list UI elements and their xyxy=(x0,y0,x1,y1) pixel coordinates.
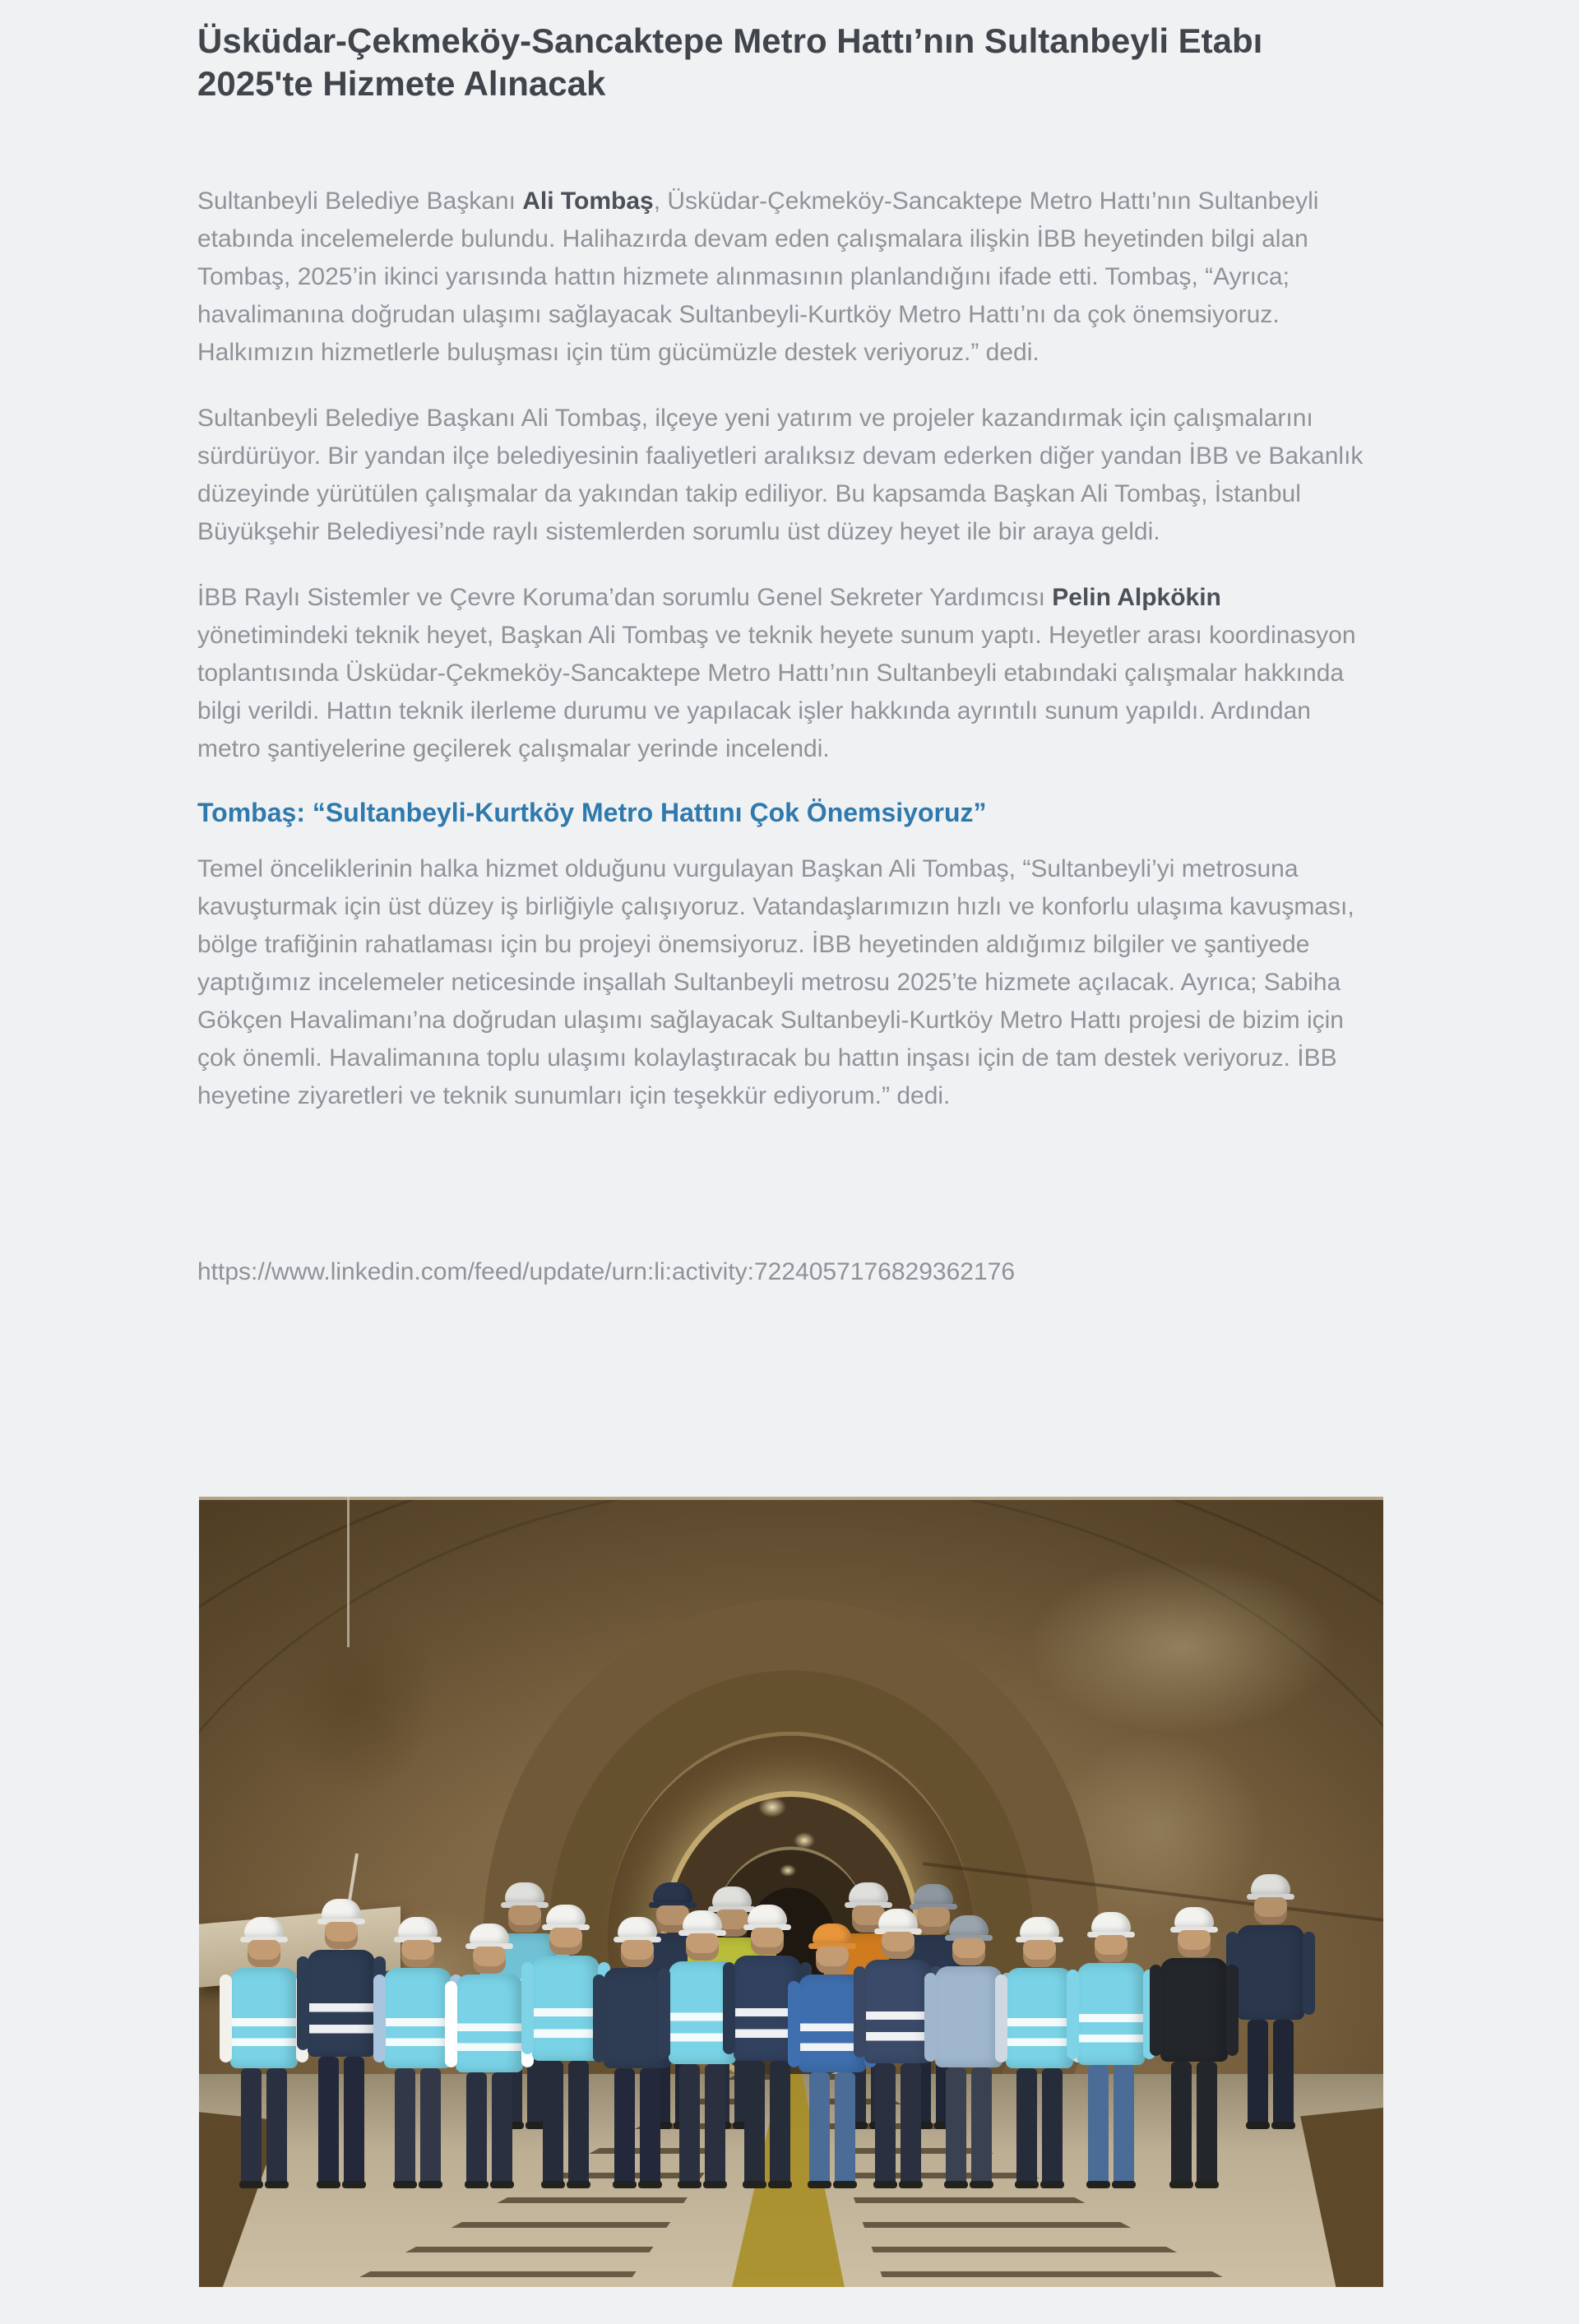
hard-hat xyxy=(813,1924,852,1946)
legs xyxy=(743,2061,792,2188)
legs xyxy=(808,2072,857,2188)
person-figure xyxy=(303,1899,379,2188)
hard-hat xyxy=(683,1910,722,1933)
paragraph-2: Sultanbeyli Belediye Başkanı Ali Tombaş, ilçeye yeni yatırım ve projeler kazandırmak için çalışmalarını sürdürüyor. Bir yandan ilçe belediyesinin faaliyetleri aralıksız devam ederken diğer yandan İBB ve Bakanlık düzeyinde yürütülen çalışmalar da yakından takip ediliyor. Bu kapsamda Başkan Ali Tombaş, İstanbul Büyükşehir Belediyesi’nde raylı sistemlerden sorumlu üst düzey heyet ile bir araya geldi. xyxy=(197,405,1364,545)
hard-hat xyxy=(244,1917,284,1939)
hard-hat xyxy=(470,1924,509,1946)
hard-hat xyxy=(748,1905,787,1927)
person-figure xyxy=(226,1917,302,2188)
legs xyxy=(239,2068,289,2188)
face xyxy=(248,1940,280,1967)
safety-vest xyxy=(308,1950,375,2057)
hard-hat xyxy=(878,1909,918,1931)
face xyxy=(325,1922,358,1949)
hard-hat xyxy=(653,1882,692,1905)
source-link[interactable]: https://www.linkedin.com/feed/update/urn:li:activity:7224057176829362176 xyxy=(197,1258,1015,1285)
article-photo xyxy=(199,1497,1383,2287)
safety-vest xyxy=(532,1956,600,2061)
hard-hat xyxy=(914,1884,953,1906)
legs xyxy=(873,2063,923,2188)
legs xyxy=(1169,2062,1219,2187)
legs xyxy=(1246,2020,1295,2129)
hard-hat xyxy=(398,1917,438,1939)
safety-vest xyxy=(1160,1958,1228,2062)
person-figure xyxy=(1073,1912,1149,2188)
people-row xyxy=(199,1497,1383,2287)
safety-vest xyxy=(935,1966,1003,2067)
person-figure xyxy=(1156,1907,1232,2188)
face xyxy=(401,1940,434,1967)
legs xyxy=(613,2068,662,2188)
hard-hat xyxy=(618,1917,657,1939)
paragraph-4: Temel önceliklerinin halka hizmet olduğunu vurgulayan Başkan Ali Tombaş, “Sultanbeyli’yi metrosuna kavuşturmak için üst düzey iş birliğiyle çalışıyoruz. Vatandaşlarımızın hızlı ve konforlu ulaşıma kavuşması, bölge trafiğinin rahatlaması için bu projeyi önemsiyoruz. İBB heyetinden aldığımız bilgiler ve şantiyede yaptığımız incelemeler neticesinde inşallah Sultanbeyli metrosu 2025’te hizmete açılacak. Ayrıca; Sabiha Gökçen Havalimanı’na doğrudan ulaşımı sağlayacak Sultanbeyli-Kurtköy Metro Hattı projesi de bizim için çok önemli. Havalimanına toplu ulaşımı kolaylaştıracak bu hattın inşası için de tam destek veriyoruz. İBB heyetine ziyaretleri ve teknik sunumları için teşekkür ediyorum.” dedi. xyxy=(197,855,1354,1109)
safety-vest xyxy=(1077,1963,1145,2065)
hard-hat xyxy=(505,1882,544,1905)
face xyxy=(882,1932,915,1959)
legs xyxy=(1015,2068,1064,2188)
safety-vest xyxy=(864,1960,932,2063)
legs xyxy=(678,2064,727,2188)
hard-hat xyxy=(849,1882,888,1905)
hard-hat xyxy=(1174,1907,1214,1929)
face xyxy=(1095,1935,1128,1962)
face xyxy=(751,1928,784,1955)
hard-hat xyxy=(322,1899,361,1921)
safety-vest xyxy=(384,1968,451,2068)
article-subheading: Tombaş: “Sultanbeyli-Kurtköy Metro Hattını Çok Önemsiyoruz” xyxy=(197,798,987,827)
paragraph-3: İBB Raylı Sistemler ve Çevre Koruma’dan sorumlu Genel Sekreter Yardımcısı Pelin Alpkökin yönetimindeki teknik heyet, Başkan Ali Tombaş ve teknik heyete sunum yaptı. Heyetler arası koordinasyon toplantısında Üsküdar-Çekmeköy-Sancaktepe Metro Hattı’nın Sultanbeyli etabındaki çalışmalar hakkında bilgi verildi. Hattın teknik ilerleme durumu ve yapılacak işler hakkında ayrıntılı sunum yapıldı. Ardından metro şantiyelerine geçilerek çalışmalar yerinde incelendi. xyxy=(197,584,1356,762)
face xyxy=(549,1928,582,1955)
face xyxy=(686,1933,719,1961)
safety-vest xyxy=(1237,1925,1304,2020)
page-title: Üsküdar-Çekmeköy-Sancaktepe Metro Hattı’nın Sultanbeyli Etabı 2025'te Hizmete Alınacak xyxy=(197,21,1263,103)
legs xyxy=(1086,2065,1136,2188)
safety-vest xyxy=(230,1968,298,2068)
legs xyxy=(317,2057,366,2188)
legs xyxy=(541,2061,590,2188)
safety-vest xyxy=(456,1974,523,2072)
paragraph-1: Sultanbeyli Belediye Başkanı Ali Tombaş, Üsküdar-Çekmeköy-Sancaktepe Metro Hattı’nın Sultanbeyli etabında incelemelerde bulundu. Halihazırda devam eden çalışmalara ilişkin İBB heyetinden bilgi alan Tombaş, 2025’in ikinci yarısında hattın hizmete alınmasının planlandığını ifade etti. Tombaş, “Ayrıca; havalimanına doğrudan ulaşımı sağlayacak Sultanbeyli-Kurtköy Metro Hattı’nı da çok önemsiyoruz. Halkımızın hizmetlerle buluşması için tüm gücümüzle destek veriyoruz.” dedi. xyxy=(197,187,1319,366)
hard-hat xyxy=(546,1905,586,1927)
face xyxy=(1254,1897,1287,1924)
hard-hat xyxy=(1020,1917,1059,1939)
photo-edge-highlight xyxy=(199,1497,1383,1500)
legs xyxy=(944,2067,993,2188)
face xyxy=(621,1940,654,1967)
safety-vest xyxy=(1006,1968,1073,2068)
legs xyxy=(393,2068,442,2188)
person-figure xyxy=(1233,1874,1308,2129)
face xyxy=(473,1947,506,1974)
face xyxy=(816,1947,849,1974)
face xyxy=(952,1938,985,1965)
hard-hat xyxy=(949,1915,989,1937)
hard-hat xyxy=(1251,1874,1290,1896)
face xyxy=(1023,1940,1056,1967)
article-body xyxy=(197,183,1377,1319)
hard-hat xyxy=(1091,1912,1131,1934)
person-figure xyxy=(451,1924,527,2188)
legs xyxy=(465,2072,514,2188)
face xyxy=(1178,1930,1211,1957)
